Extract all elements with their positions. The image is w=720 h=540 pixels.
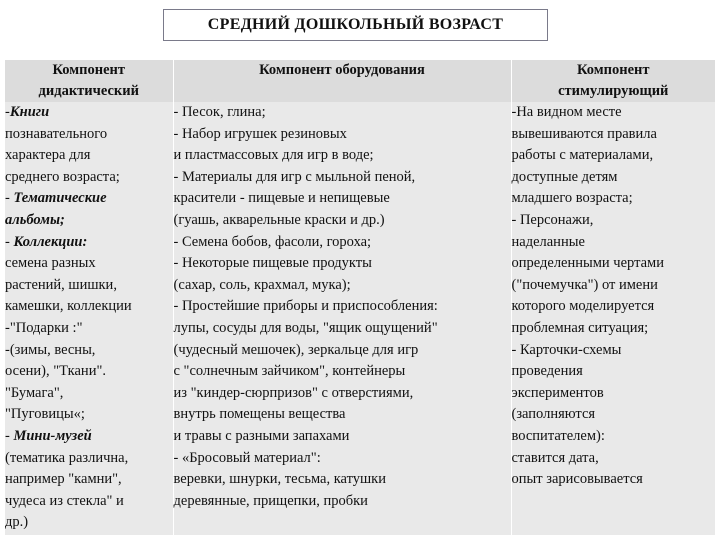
text-segment: среднего возраста; bbox=[5, 168, 120, 185]
didactic-line bbox=[5, 167, 173, 189]
didactic-column bbox=[5, 102, 173, 535]
stimulating-line: - Карточки-схемы bbox=[511, 341, 622, 358]
equipment-line: лупы, сосуды для воды, "ящик ощущений" bbox=[173, 319, 438, 336]
text-segment: осени), "Ткани". bbox=[5, 363, 106, 380]
stimulating-line: которого моделируется bbox=[511, 298, 655, 315]
equipment-line: - Песок, глина; bbox=[173, 104, 266, 120]
equipment-line: (чудесный мешочек), зеркальце для игр bbox=[173, 341, 419, 358]
page-title: СРЕДНИЙ ДОШКОЛЬНЫЙ ВОЗРАСТ bbox=[163, 9, 548, 41]
equipment-line: деревянные, прищепки, пробки bbox=[173, 492, 368, 509]
didactic-line bbox=[5, 383, 173, 405]
text-segment: - bbox=[5, 427, 14, 444]
text-segment: др.) bbox=[5, 514, 29, 531]
stimulating-line: младшего возраста; bbox=[511, 190, 633, 207]
text-segment: - bbox=[5, 190, 14, 207]
equipment-line: - Семена бобов, фасоли, гороха; bbox=[173, 233, 372, 250]
didactic-line bbox=[5, 210, 173, 232]
text-segment: (тематика различна, bbox=[5, 449, 129, 466]
stimulating-line: проведения bbox=[511, 363, 583, 380]
text-segment: камешки, коллекции bbox=[5, 298, 132, 315]
header-line: Компонент bbox=[576, 62, 650, 78]
stimulating-line: проблемная ситуация; bbox=[511, 319, 649, 336]
stimulating-line: ставится дата, bbox=[511, 449, 599, 466]
text-segment: Книги bbox=[9, 104, 50, 120]
didactic-line bbox=[5, 318, 173, 340]
didactic-line bbox=[5, 469, 173, 491]
didactic-line bbox=[5, 361, 173, 383]
stimulating-line: ("почемучка") от имени bbox=[511, 276, 658, 293]
equipment-line: из "киндер-сюрпризов" с отверстиями, bbox=[173, 384, 414, 401]
didactic-line bbox=[5, 296, 173, 318]
stimulating-line: работы с материалами, bbox=[511, 147, 654, 164]
header-line: Компонент оборудования bbox=[259, 62, 425, 78]
stimulating-line: наделанные bbox=[511, 233, 585, 250]
text-segment: чудеса из стекла" и bbox=[5, 492, 124, 509]
equipment-line: (сахар, соль, крахмал, мука); bbox=[173, 276, 351, 293]
equipment-line: внутрь помещены вещества bbox=[173, 406, 346, 423]
equipment-line: - Набор игрушек резиновых bbox=[173, 125, 347, 142]
equipment-line: красители - пищевые и непищевые bbox=[173, 190, 390, 207]
content-row bbox=[5, 102, 715, 535]
text-segment: растений, шишки, bbox=[5, 276, 117, 293]
stimulating-line: опыт зарисовывается bbox=[511, 471, 643, 488]
didactic-line bbox=[5, 124, 173, 146]
stimulating-line: экспериментов bbox=[511, 384, 604, 401]
text-segment: познавательного bbox=[5, 125, 108, 142]
text-segment: -"Подарки :" bbox=[5, 319, 83, 336]
equipment-line: - Материалы для игр с мыльной пеной, bbox=[173, 168, 416, 185]
equipment-line: и пластмассовых для игр в воде; bbox=[173, 147, 374, 164]
stimulating-line: доступные детям bbox=[511, 168, 618, 185]
didactic-line bbox=[5, 448, 173, 470]
stimulating-line: (заполняются bbox=[511, 406, 596, 423]
header-line: Компонент bbox=[52, 62, 125, 78]
header-line: дидактический bbox=[38, 83, 139, 99]
text-segment: семена разных bbox=[5, 255, 96, 272]
equipment-line: (гуашь, акварельные краски и др.) bbox=[173, 211, 385, 228]
text-segment: например "камни", bbox=[5, 471, 122, 488]
equipment-column bbox=[173, 102, 511, 535]
didactic-line bbox=[5, 426, 173, 448]
text-segment: "Пуговицы«; bbox=[5, 406, 85, 423]
text-segment: "Бумага", bbox=[5, 384, 64, 401]
equipment-line: - «Бросовый материал": bbox=[173, 449, 321, 466]
equipment-line: и травы с разными запахами bbox=[173, 427, 350, 444]
stimulating-line: вывешиваются правила bbox=[511, 125, 657, 142]
text-segment: Тематические bbox=[13, 190, 107, 207]
header-didactic bbox=[5, 60, 173, 102]
equipment-line: - Некоторые пищевые продукты bbox=[173, 255, 372, 272]
didactic-line bbox=[5, 275, 173, 297]
didactic-line bbox=[5, 340, 173, 362]
stimulating-column bbox=[511, 102, 715, 535]
stimulating-line: -На видном месте bbox=[511, 104, 622, 120]
text-segment: Коллекции: bbox=[13, 233, 88, 250]
equipment-line: веревки, шнурки, тесьма, катушки bbox=[173, 471, 386, 488]
didactic-line bbox=[5, 404, 173, 426]
stimulating-line: воспитателем): bbox=[511, 427, 605, 444]
didactic-line bbox=[5, 512, 173, 534]
didactic-line bbox=[5, 253, 173, 275]
header-stimulating bbox=[511, 60, 715, 102]
didactic-line bbox=[5, 145, 173, 167]
equipment-line: с "солнечным зайчиком", контейнеры bbox=[173, 363, 406, 380]
header-equipment bbox=[173, 60, 511, 102]
components-table bbox=[5, 60, 715, 535]
didactic-line bbox=[5, 232, 173, 254]
text-segment: -(зимы, весны, bbox=[5, 341, 96, 358]
text-segment: альбомы; bbox=[5, 211, 65, 228]
didactic-line bbox=[5, 188, 173, 210]
text-segment: характера для bbox=[5, 147, 91, 164]
didactic-line bbox=[5, 491, 173, 513]
header-row bbox=[5, 60, 715, 102]
equipment-line: - Простейшие приборы и приспособления: bbox=[173, 298, 438, 315]
text-segment: - bbox=[5, 233, 14, 250]
stimulating-line: - Персонажи, bbox=[511, 211, 594, 228]
text-segment: Мини-музей bbox=[13, 427, 92, 444]
text-segment: - bbox=[5, 104, 10, 120]
header-line: стимулирующий bbox=[558, 83, 669, 99]
didactic-line bbox=[5, 102, 173, 124]
stimulating-line: определенными чертами bbox=[511, 255, 664, 272]
